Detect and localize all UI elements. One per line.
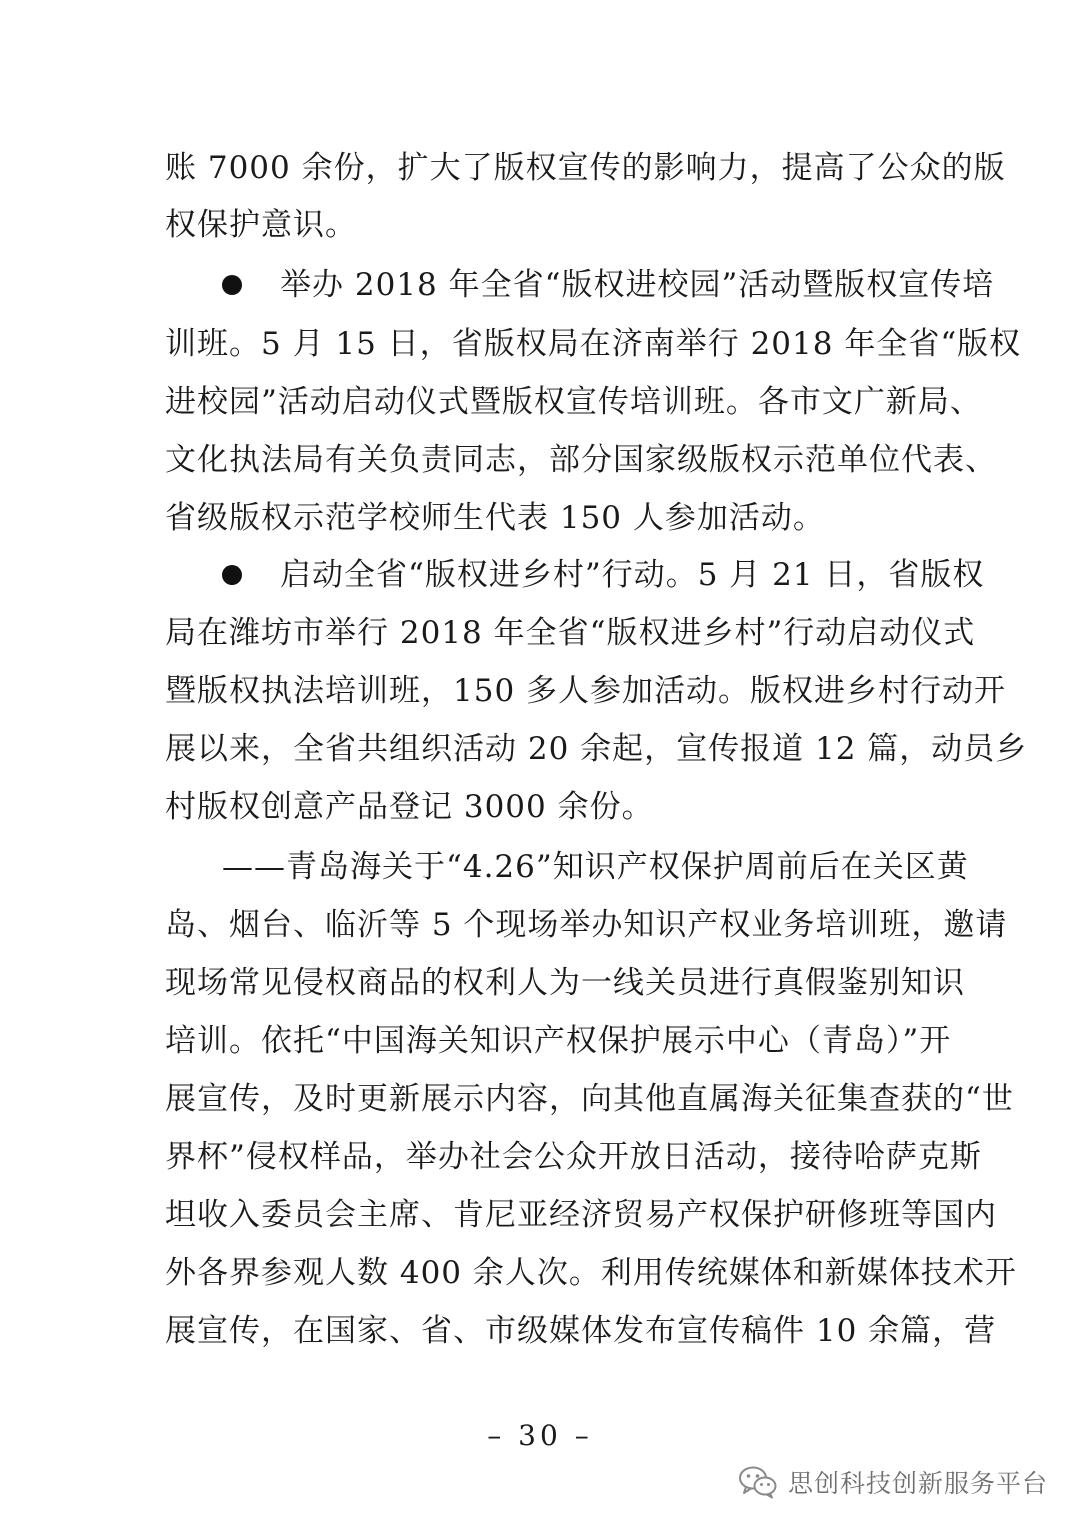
wechat-icon xyxy=(738,1465,778,1499)
text-line: 展以来，全省共组织活动 20 余起，宣传报道 12 篇，动员乡 xyxy=(165,731,1028,767)
text-line: 局在潍坊市举行 2018 年全省“版权进乡村”行动启动仪式 xyxy=(165,615,976,651)
text-line: 进校园”活动启动仪式暨版权宣传培训班。各市文广新局、 xyxy=(165,384,982,420)
text-line: 界杯”侵权样品，举办社会公众开放日活动，接待哈萨克斯 xyxy=(165,1139,982,1175)
text-line: 培训。依托“中国海关知识产权保护展示中心（青岛）”开 xyxy=(165,1023,952,1059)
watermark-text: 思创科技创新服务平台 xyxy=(787,1469,1048,1498)
text-line: 村版权创意产品登记 3000 余份。 xyxy=(165,789,654,825)
text-line: 权保护意识。 xyxy=(165,207,357,243)
text-line: 举办 2018 年全省“版权进校园”活动暨版权宣传培 xyxy=(280,267,995,303)
page-number: – 30 – xyxy=(487,1419,593,1452)
text-line: 账 7000 余份，扩大了版权宣传的影响力，提高了公众的版 xyxy=(165,150,1006,186)
text-line: 岛、烟台、临沂等 5 个现场举办知识产权业务培训班，邀请 xyxy=(165,907,1008,943)
text-line: 外各界参观人数 400 余人次。利用传统媒体和新媒体技术开 xyxy=(165,1255,1017,1291)
text-line: 展宣传，及时更新展示内容，向其他直属海关征集查获的“世 xyxy=(165,1081,1014,1117)
bullet-icon xyxy=(222,275,242,295)
text-line: 暨版权执法培训班，150 多人参加活动。版权进乡村行动开 xyxy=(165,673,1007,709)
text-line: 展宣传，在国家、省、市级媒体发布宣传稿件 10 余篇，营 xyxy=(165,1313,997,1349)
text-line: 省级版权示范学校师生代表 150 人参加活动。 xyxy=(165,500,825,536)
text-line: 文化执法局有关负责同志，部分国家级版权示范单位代表、 xyxy=(165,442,997,478)
text-line: 现场常见侵权商品的权利人为一线关员进行真假鉴别知识 xyxy=(165,965,965,1001)
watermark xyxy=(738,1462,1048,1502)
text-line: ——青岛海关于“4.26”知识产权保护周前后在关区黄 xyxy=(222,849,969,885)
text-line: 训班。5 月 15 日，省版权局在济南举行 2018 年全省“版权 xyxy=(165,326,1022,362)
bullet-icon xyxy=(222,565,242,585)
text-line: 坦收入委员会主席、肯尼亚经济贸易产权保护研修班等国内 xyxy=(165,1197,997,1233)
text-line: 启动全省“版权进乡村”行动。5 月 21 日，省版权 xyxy=(280,557,985,593)
